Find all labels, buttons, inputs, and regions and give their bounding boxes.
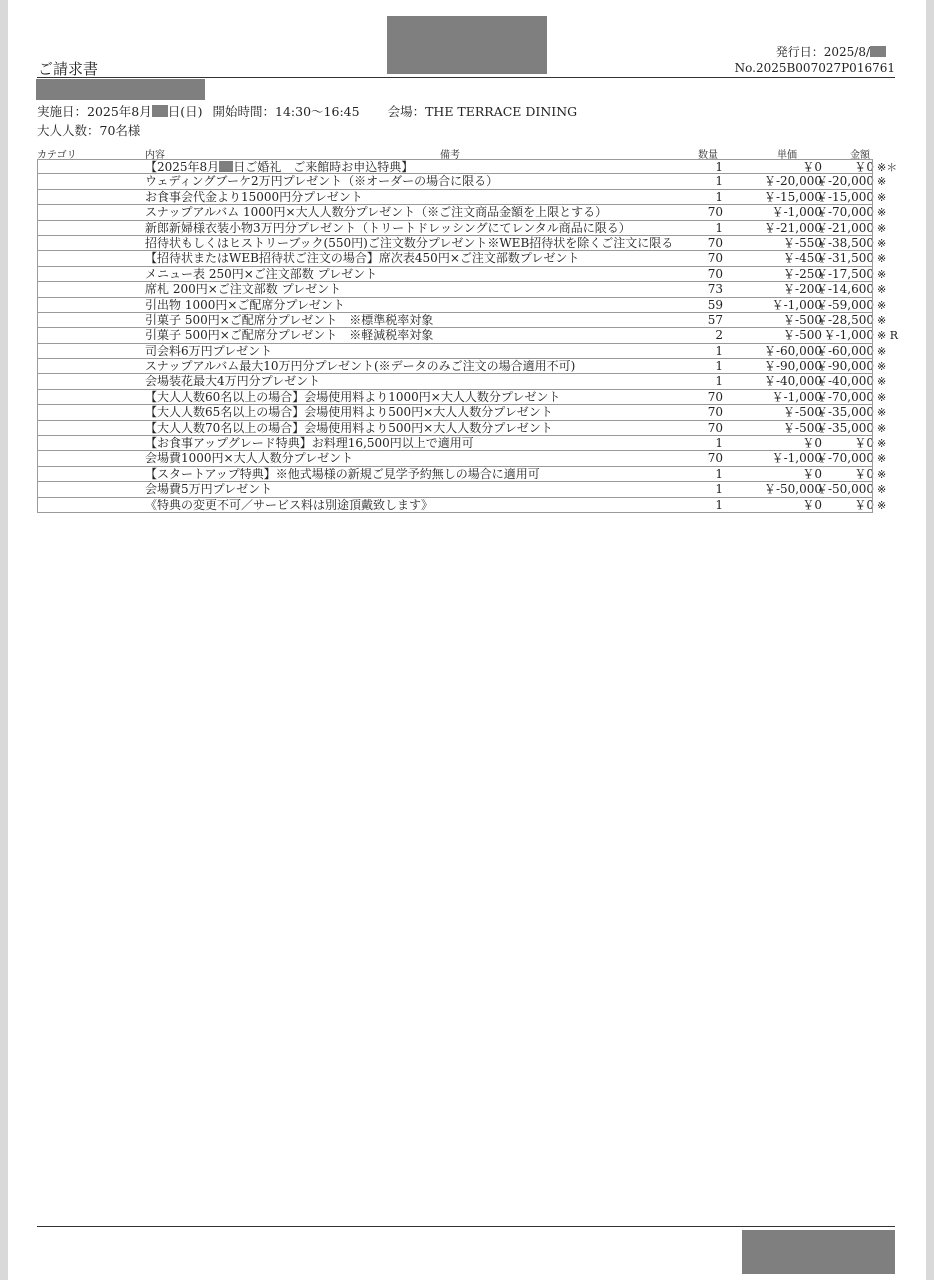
item-unit-price: ￥-21,000: [763, 220, 822, 235]
table-row: [37, 220, 887, 236]
item-mark: ※: [877, 452, 887, 466]
header-qty: 数量: [698, 150, 718, 161]
table-row: [37, 174, 887, 189]
redacted-logo-block: [387, 16, 547, 74]
event-date-prefix: 実施日：2025年8月: [37, 104, 152, 119]
item-unit-price: ￥-450: [783, 251, 822, 266]
item-name: お食事会代金より15000円分プレゼント: [145, 189, 363, 204]
item-qty: 1: [715, 436, 723, 451]
item-qty: 1: [715, 359, 723, 374]
item-qty: 70: [707, 205, 723, 220]
issue-date-label: 発行日：2025/8/: [775, 45, 870, 59]
item-amount: ￥-70,000: [815, 205, 874, 220]
item-amount: ￥-38,500: [815, 235, 874, 250]
item-unit-price: ￥0: [802, 497, 822, 512]
redacted-footer-block: [742, 1230, 895, 1274]
issue-date: [776, 43, 886, 60]
table-row: [37, 343, 887, 359]
item-qty: 1: [715, 160, 723, 174]
item-qty: 1: [715, 220, 723, 235]
invoice-page: [8, 0, 926, 1280]
item-mark: ※: [877, 283, 887, 297]
item-name: 【お食事アップグレード特典】お料理16,500円以上で適用可: [145, 436, 474, 451]
item-qty: 2: [715, 328, 723, 343]
item-qty: 1: [715, 174, 723, 189]
item-name: 席札 200円×ご注文部数 プレゼント: [145, 282, 342, 297]
header-content: 内容: [145, 150, 165, 161]
item-unit-price: ￥-40,000: [763, 374, 822, 389]
item-name: 引菓子 500円×ご配席分プレゼント ※軽減税率対象: [145, 328, 434, 343]
document-number: No.2025B007027P016761: [734, 61, 895, 75]
table-row: [37, 374, 887, 389]
item-name: スナップアルバム最大10万円分プレゼント(※データのみご注文の場合適用不可): [145, 359, 576, 374]
item-mark: ※: [877, 252, 887, 266]
table-row: [37, 328, 898, 343]
event-date-suffix: 日(日): [167, 104, 203, 119]
item-amount: ￥-21,000: [815, 220, 874, 235]
item-amount: ￥-40,000: [815, 374, 874, 389]
item-name: スナップアルバム 1000円×大人人数分プレゼント（※ご注文商品金額を上限とする）: [145, 205, 608, 220]
item-qty: 1: [715, 482, 723, 497]
item-unit-price: ￥-50,000: [763, 482, 822, 497]
redacted-day: [219, 161, 233, 172]
item-qty: 70: [707, 405, 723, 420]
item-unit-price: ￥-200: [783, 282, 822, 297]
item-amount: ￥-35,000: [815, 420, 874, 435]
item-name-suffix: 日ご婚礼 ご来館時お申込特典】: [233, 160, 414, 174]
item-amount: ￥-20,000: [815, 174, 874, 189]
table-row: [37, 420, 887, 436]
item-qty: 1: [715, 189, 723, 204]
item-mark: ※: [877, 267, 887, 281]
header-remarks: 備考: [440, 150, 460, 161]
item-mark: ※: [877, 344, 887, 358]
table-row: [37, 405, 887, 420]
item-mark: ※: [877, 190, 887, 204]
item-qty: 57: [707, 312, 723, 327]
item-unit-price: ￥-90,000: [763, 359, 822, 374]
item-name: [145, 160, 413, 175]
item-amount: ￥-17,500: [815, 266, 874, 281]
event-time: 開始時間：14:30～16:45: [212, 104, 360, 119]
item-amount: ￥-50,000: [815, 482, 874, 497]
document-title: ご請求書: [38, 60, 99, 78]
table-row: [37, 235, 887, 251]
item-amount: ￥-70,000: [815, 389, 874, 404]
item-mark: ※: [877, 467, 887, 481]
footer-rule: [37, 1226, 895, 1227]
header-amount: 金額: [850, 150, 870, 161]
item-name: 【大人人数70名以上の場合】会場使用料より500円×大人人数分プレゼント: [145, 420, 553, 435]
item-mark: ※: [877, 421, 887, 435]
header-category: カテゴリ: [37, 150, 77, 161]
item-amount: ￥0: [854, 497, 874, 512]
item-unit-price: ￥-500: [783, 328, 822, 343]
header-unit-price: 単価: [777, 150, 797, 161]
item-unit-price: ￥-1,000: [771, 297, 822, 312]
redacted-customer-name: [36, 79, 205, 100]
item-amount: ￥0: [854, 436, 874, 451]
header-rule: [37, 77, 895, 78]
item-unit-price: ￥-20,000: [763, 174, 822, 189]
item-amount: ￥-31,500: [815, 251, 874, 266]
item-name: 【招待状またはWEB招待状ご注文の場合】席次表450円×ご注文部数プレゼント: [145, 251, 580, 266]
item-qty: 1: [715, 374, 723, 389]
table-row: [37, 497, 887, 513]
item-amount: ￥-70,000: [815, 451, 874, 466]
item-mark: ※: [877, 390, 887, 404]
table-row: [37, 189, 887, 205]
item-name-prefix: 【2025年8月: [145, 160, 220, 174]
item-mark: ※: [877, 437, 887, 451]
item-name: 【大人人数65名以上の場合】会場使用料より500円×大人人数分プレゼント: [145, 405, 553, 420]
event-info-line: [37, 102, 577, 120]
table-row: [37, 159, 898, 174]
item-name: 新郎新婦様衣装小物3万円分プレゼント（トリートドレッシングにてレンタル商品に限る）: [145, 220, 631, 235]
item-mark: ※: [877, 360, 887, 374]
item-qty: 1: [715, 497, 723, 512]
item-name: 会場費1000円×大人人数分プレゼント: [145, 451, 354, 466]
table-row: [37, 205, 887, 220]
item-mark: ※: [877, 236, 887, 250]
item-mark: ※: [877, 221, 887, 235]
item-qty: 70: [707, 235, 723, 250]
table-row: [37, 451, 887, 466]
item-unit-price: ￥0: [802, 466, 822, 481]
guest-count: 大人人数：70名様: [37, 123, 141, 138]
item-unit-price: ￥-15,000: [763, 189, 822, 204]
item-unit-price: ￥0: [802, 160, 822, 174]
item-unit-price: ￥-60,000: [763, 343, 822, 358]
item-name: 引菓子 500円×ご配席分プレゼント ※標準税率対象: [145, 312, 434, 327]
item-unit-price: ￥-1,000: [771, 205, 822, 220]
item-mark: ※: [877, 175, 887, 189]
item-qty: 70: [707, 451, 723, 466]
item-unit-price: ￥0: [802, 436, 822, 451]
item-amount: ￥-14,600: [815, 282, 874, 297]
item-amount: ￥-1,000: [823, 328, 874, 343]
redacted-issue-day: [870, 46, 886, 57]
item-amount: ￥0: [854, 466, 874, 481]
item-name: 《特典の変更不可／サービス料は別途頂戴致します》: [145, 497, 434, 512]
event-venue: 会場：THE TERRACE DINING: [387, 104, 578, 119]
item-unit-price: ￥-1,000: [771, 451, 822, 466]
table-row: [37, 297, 887, 313]
item-mark: ※ R: [877, 329, 898, 343]
item-qty: 1: [715, 466, 723, 481]
table-row: [37, 312, 887, 328]
item-unit-price: ￥-550: [783, 235, 822, 250]
item-name: 会場費5万円プレゼント: [145, 482, 273, 497]
item-amount: ￥-60,000: [815, 343, 874, 358]
table-row: [37, 282, 887, 297]
item-mark: ※: [877, 406, 887, 420]
item-amount: ￥-15,000: [815, 189, 874, 204]
table-header: [37, 146, 873, 159]
table-row: [37, 359, 887, 374]
item-mark: ※: [877, 206, 887, 220]
table-row: [37, 482, 887, 497]
item-amount: ￥-90,000: [815, 359, 874, 374]
item-unit-price: ￥-500: [783, 312, 822, 327]
table-row: [37, 251, 887, 266]
item-qty: 73: [707, 282, 723, 297]
item-mark: ※: [877, 483, 887, 497]
item-name: ウェディングブーケ2万円プレゼント（※オーダーの場合に限る）: [145, 174, 499, 189]
item-unit-price: ￥-250: [783, 266, 822, 281]
item-mark: ※: [877, 375, 887, 389]
item-name: 引出物 1000円×ご配席分プレゼント: [145, 297, 345, 312]
item-qty: 70: [707, 420, 723, 435]
item-name: メニュー表 250円×ご注文部数 プレゼント: [145, 266, 378, 281]
line-items-table: [37, 159, 898, 513]
item-name: 招待状もしくはヒストリーブック(550円)ご注文数分プレゼント※WEB招待状を除くご注文に限る: [145, 235, 674, 250]
item-unit-price: ￥-500: [783, 405, 822, 420]
item-amount: ￥0: [854, 160, 874, 174]
item-qty: 1: [715, 343, 723, 358]
table-row: [37, 436, 887, 451]
redacted-event-day: [152, 105, 168, 117]
item-unit-price: ￥-1,000: [771, 389, 822, 404]
item-qty: 70: [707, 266, 723, 281]
item-qty: 59: [707, 297, 723, 312]
item-name: 【スタートアップ特典】※他式場様の新規ご見学予約無しの場合に適用可: [145, 466, 540, 481]
table-row: [37, 466, 887, 482]
item-qty: 70: [707, 251, 723, 266]
item-name: 会場装花最大4万円分プレゼント: [145, 374, 321, 389]
item-amount: ￥-59,000: [815, 297, 874, 312]
item-name: 司会料6万円プレゼント: [145, 343, 273, 358]
item-mark: ※: [877, 313, 887, 327]
item-amount: ￥-28,500: [815, 312, 874, 327]
item-mark: ※: [877, 498, 887, 512]
item-mark: ※: [877, 298, 887, 312]
table-row: [37, 266, 887, 282]
table-row: [37, 389, 887, 405]
item-mark: ※＊: [877, 161, 898, 174]
item-amount: ￥-35,000: [815, 405, 874, 420]
item-name: 【大人人数60名以上の場合】会場使用料より1000円×大人人数分プレゼント: [145, 389, 561, 404]
item-qty: 70: [707, 389, 723, 404]
item-unit-price: ￥-500: [783, 420, 822, 435]
